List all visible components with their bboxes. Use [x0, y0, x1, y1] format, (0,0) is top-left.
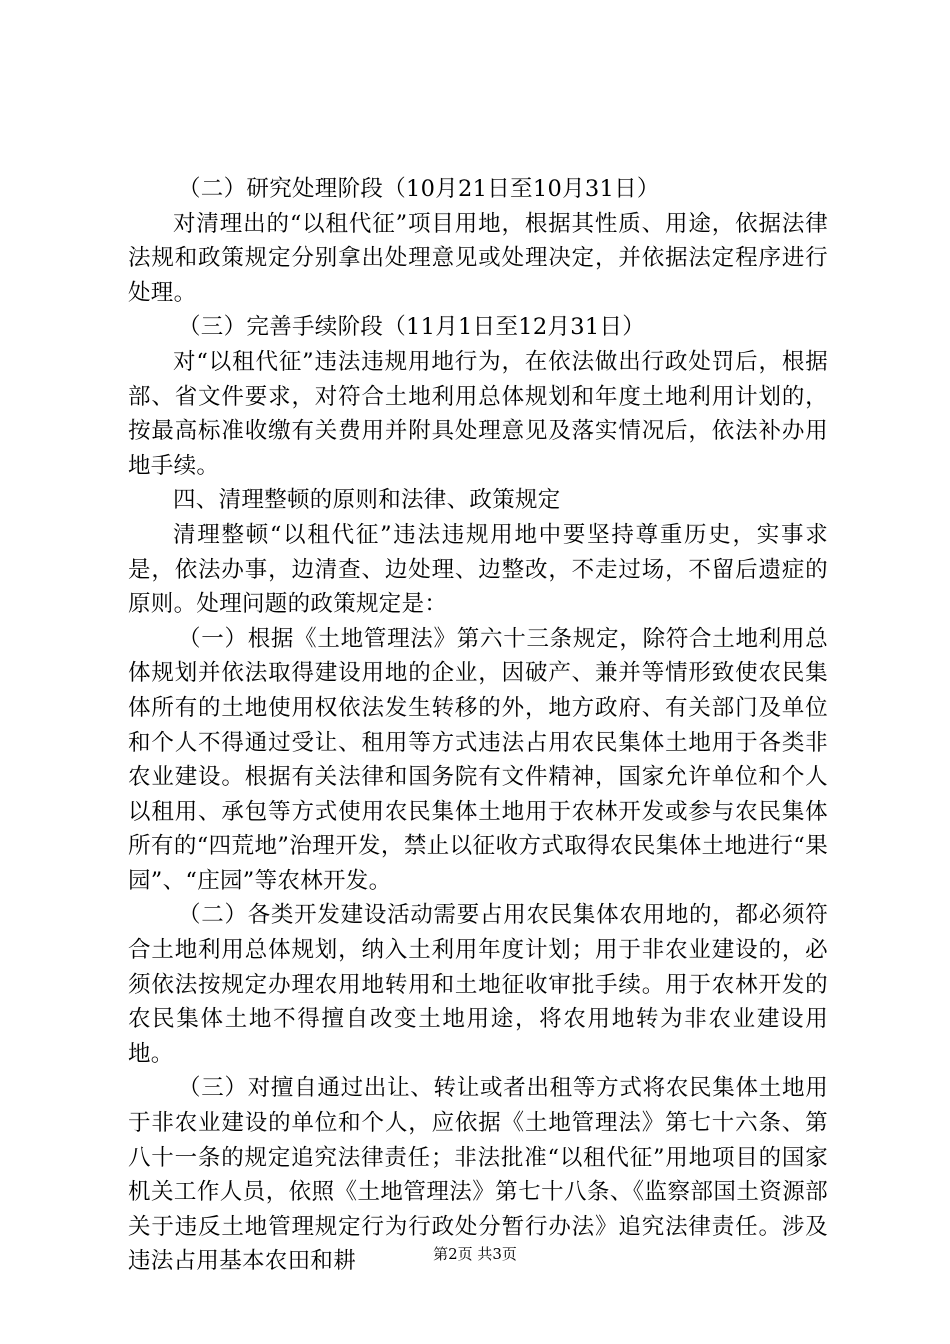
- paragraph-principles-body: 清理整顿“以租代征”违法违规用地中要坚持尊重历史，实事求是，依法办事，边清查、边处理、边整改，不走过场，不留后遗症的原则。处理问题的政策规定是：: [128, 521, 828, 618]
- paragraph-policy-item-1: （一）根据《土地管理法》第六十三条规定，除符合土地利用总体规划并依法取得建设用地的企业，因破产、兼并等情形致使农民集体所有的土地使用权依法发生转移的外，地方政府、有关部门及单位和个人不得通过受让、租用等方式违法占用农民集体土地用于各类非农业建设。根据有关法律和国务院有文件精神，国家允许单位和个人以租用、承包等方式使用农民集体土地用于农林开发或参与农民集体所有的“四荒地”治理开发，禁止以征收方式取得农民集体土地进行“果园”、“庄园”等农林开发。: [128, 625, 828, 894]
- section-heading-completion-stage: （三）完善手续阶段（11月1日至12月31日）: [178, 314, 646, 341]
- section-heading-research-stage: （二）研究处理阶段（10月21日至10月31日）: [178, 176, 660, 202]
- paragraph-policy-item-2: （二）各类开发建设活动需要占用农民集体农用地的，都必须符合土地利用总体规划，纳入土利用年度计划；用于非农业建设的，必须依法按规定办理农用地转用和土地征收审批手续。用于农林开发的农民集体土地不得擅自改变土地用途，将农用地转为非农业建设用地。: [128, 902, 828, 1067]
- paragraph-research-stage-body: 对清理出的“以租代征”项目用地，根据其性质、用途，依据法律法规和政策规定分别拿出处理意见或处理决定，并依据法定程序进行处理。: [128, 210, 828, 306]
- page-number-footer: 第2页 共3页: [433, 1245, 517, 1263]
- document-body: [128, 172, 828, 1279]
- paragraph-completion-stage-body: 对“以租代征”违法违规用地行为，在依法做出行政处罚后，根据部、省文件要求，对符合土地利用总体规划和年度土地利用计划的，按最高标准收缴有关费用并附具处理意见及落实情况后，依法补办用地手续。: [128, 348, 828, 479]
- paragraph-policy-item-3: （三）对擅自通过出让、转让或者出租等方式将农民集体土地用于非农业建设的单位和个人，应依据《土地管理法》第七十六条、第八十一条的规定追究法律责任；非法批准“以租代征”用地项目的国家机关工作人员，依照《土地管理法》第七十八条、《监察部国土资源部关于违反土地管理规定行为行政处分暂行办法》追究法律责任。涉及违法占用基本农田和耕: [128, 1075, 828, 1275]
- section-heading-principles: 四、清理整顿的原则和法律、政策规定: [173, 487, 561, 514]
